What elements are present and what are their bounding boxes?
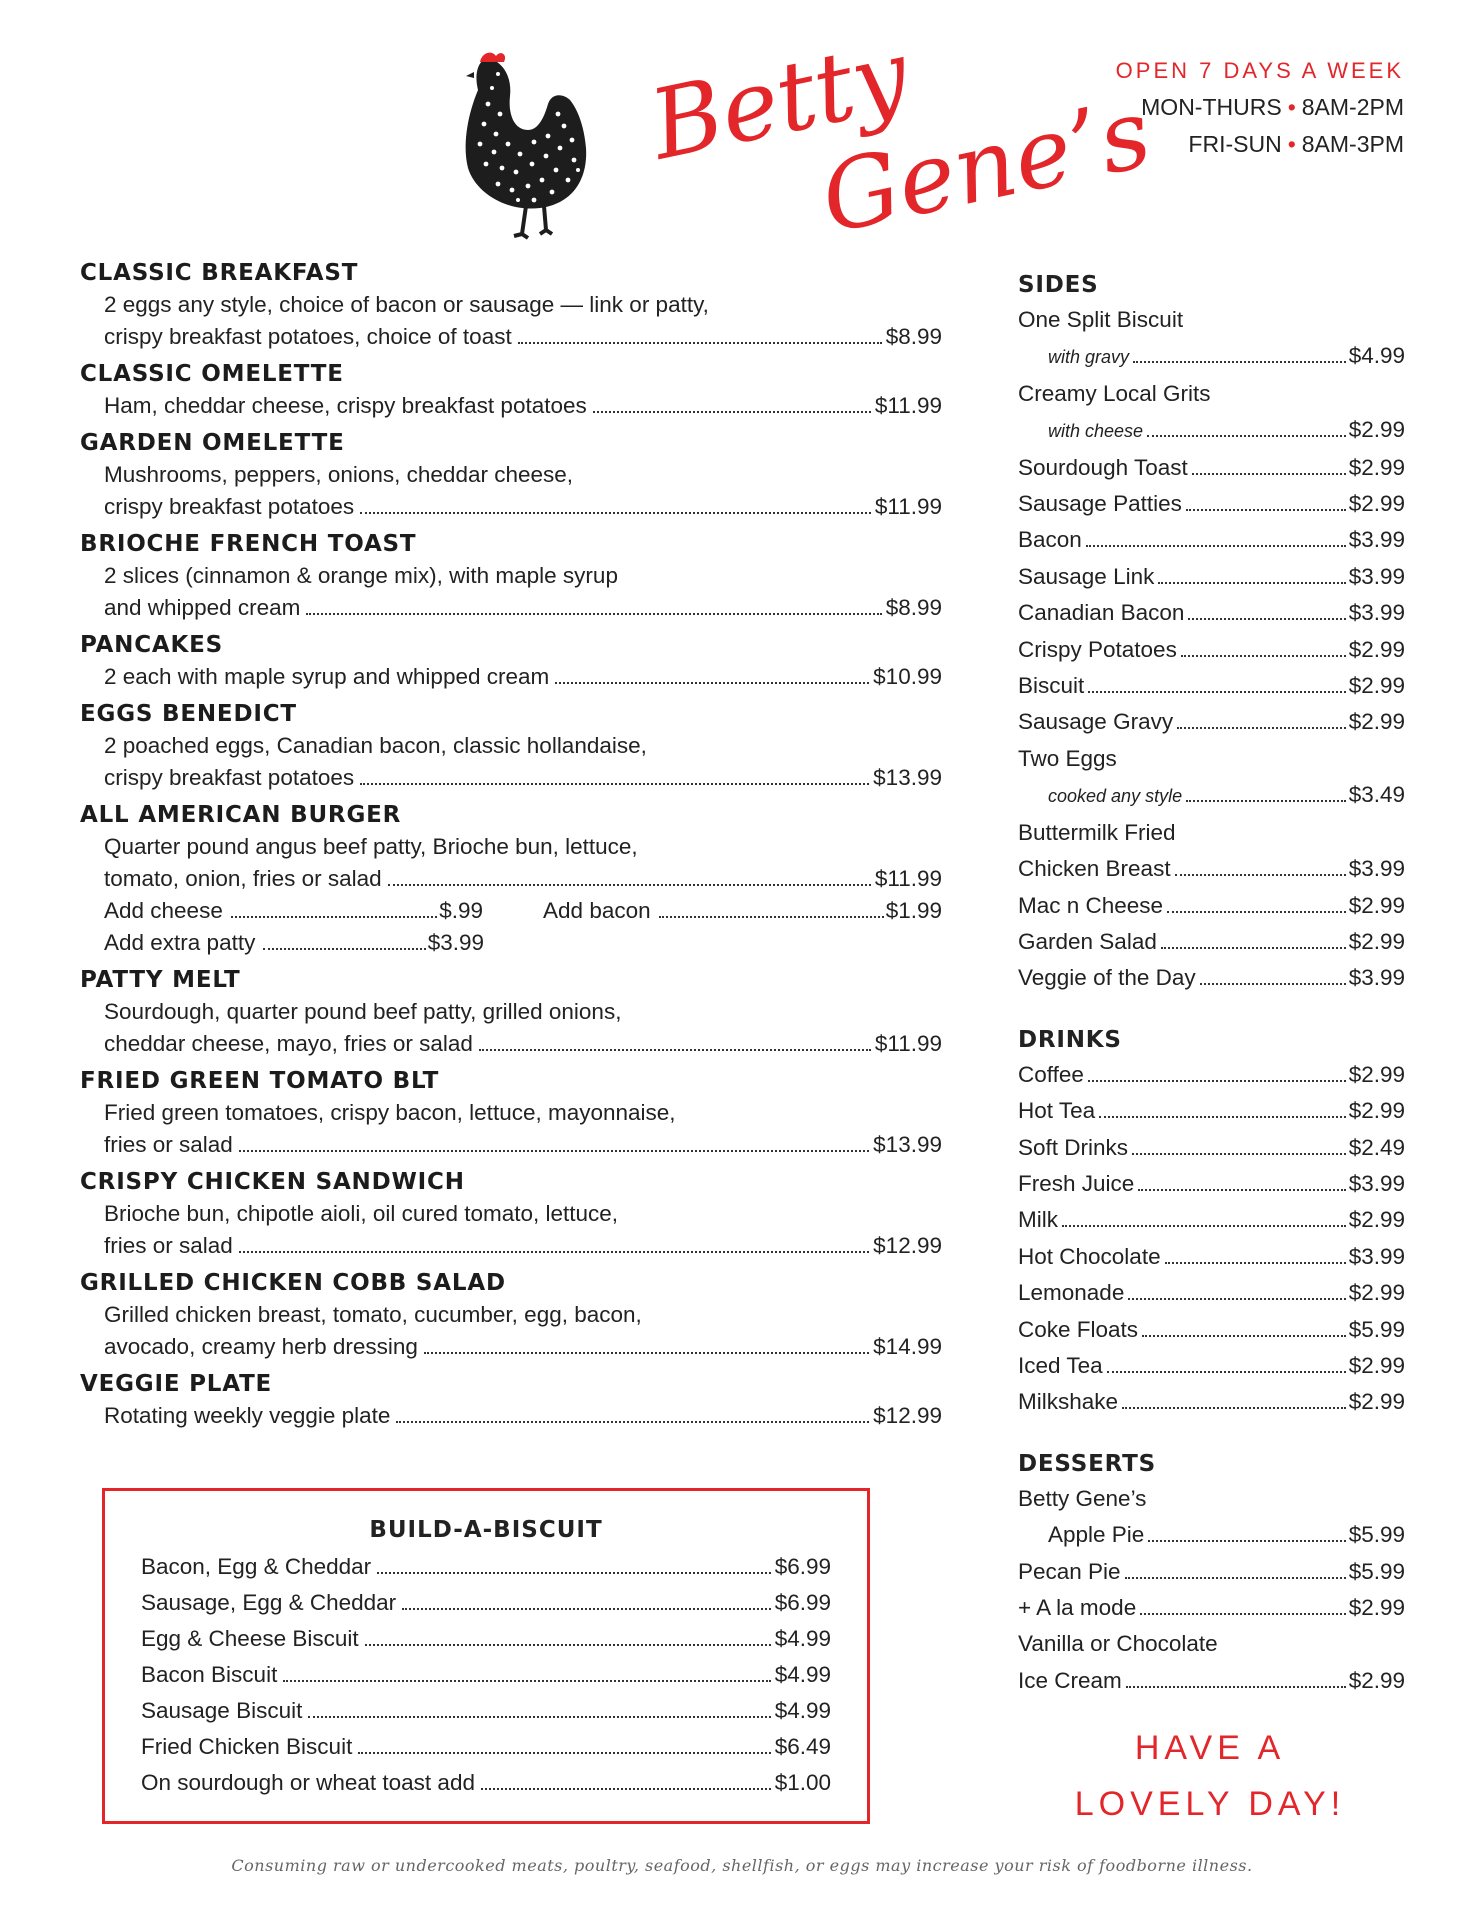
dot-leader: [1188, 618, 1345, 620]
drink-label: Hot Tea: [1018, 1098, 1096, 1124]
side-price: $2.99: [1348, 928, 1405, 954]
price-row: [80, 321, 942, 353]
price-row: [80, 1129, 942, 1161]
side-label: Chicken Breast: [1018, 856, 1171, 882]
addon-price: $3.99: [427, 930, 484, 955]
biscuit-price: $4.99: [774, 1626, 831, 1651]
side-row: [1018, 888, 1405, 924]
item-price: $13.99: [873, 1132, 942, 1157]
side-item: Buttermilk Fried: [1018, 819, 1176, 845]
dot-leader: [1177, 727, 1346, 729]
dessert-label: + A la mode: [1018, 1595, 1137, 1620]
brand-logo-gene: Gene’s: [811, 76, 1160, 256]
drink-row: [1018, 1312, 1405, 1348]
menu-item: [80, 1268, 942, 1363]
item-desc: Mushrooms, peppers, onions, cheddar cheese,: [104, 462, 574, 487]
dot-leader: [1167, 911, 1346, 913]
item-desc: and whipped cream: [104, 595, 301, 620]
item-name: PANCAKES: [80, 632, 223, 658]
biscuit-row: [105, 1729, 867, 1765]
dot-leader: [1181, 655, 1346, 657]
drink-row: [1018, 1093, 1405, 1129]
addon-price: $1.99: [885, 898, 942, 923]
open-days: OPEN 7 DAYS A WEEK: [1115, 58, 1404, 83]
biscuit-row: [105, 1693, 867, 1729]
drink-price: $2.99: [1348, 1098, 1405, 1124]
dot-leader: [1122, 1407, 1346, 1409]
side-row: [1018, 450, 1405, 486]
dessert-row: [1018, 1590, 1405, 1626]
drink-row: [1018, 1202, 1405, 1238]
price-row: [80, 491, 942, 523]
side-price: $3.99: [1348, 965, 1405, 991]
dessert-price: $5.99: [1348, 1558, 1405, 1584]
item-desc: Ham, cheddar cheese, crispy breakfast potatoes: [104, 393, 587, 418]
dot-leader: [1158, 582, 1345, 584]
side-label: Sourdough Toast: [1018, 454, 1188, 480]
dessert-price: $2.99: [1348, 1667, 1405, 1693]
item-desc: Fried green tomatoes, crispy bacon, lettuce, mayonnaise,: [104, 1100, 676, 1125]
sides-heading: SIDES: [1018, 272, 1099, 298]
price-row: [80, 661, 942, 693]
closing-line: LOVELY DAY!: [1074, 1785, 1346, 1823]
side-item: Two Eggs: [1018, 745, 1117, 771]
item-price: $14.99: [873, 1334, 942, 1359]
separator-dot: •: [1287, 131, 1296, 157]
dot-leader: [306, 613, 881, 615]
dot-leader: [308, 1716, 770, 1718]
menu-item: [80, 1066, 942, 1161]
item-price: $11.99: [874, 1031, 942, 1056]
dot-leader: [1125, 1577, 1346, 1579]
dot-leader: [1161, 947, 1346, 949]
addon-label: Add bacon: [543, 898, 651, 923]
dot-leader: [518, 342, 882, 344]
biscuit-row: [105, 1621, 867, 1657]
dessert-row: [1018, 1554, 1405, 1590]
menu-item: [80, 1167, 942, 1262]
drink-price: $3.99: [1348, 1243, 1405, 1269]
dot-leader: [231, 916, 437, 918]
drink-row: [1018, 1384, 1405, 1420]
drink-price: $2.49: [1348, 1134, 1405, 1160]
menu-item: [80, 359, 942, 422]
dot-leader: [1099, 1116, 1346, 1118]
side-label: Sausage Patties: [1018, 491, 1182, 517]
drink-label: Fresh Juice: [1018, 1170, 1135, 1196]
weekday-time: 8AM-2PM: [1301, 94, 1404, 120]
dot-leader: [358, 1752, 770, 1754]
item-name: BRIOCHE FRENCH TOAST: [80, 531, 417, 557]
item-desc: avocado, creamy herb dressing: [104, 1334, 418, 1359]
addon-bacon: [543, 895, 942, 927]
drinks-heading: DRINKS: [1018, 1026, 1122, 1053]
item-name: CLASSIC BREAKFAST: [80, 260, 359, 286]
price-row: [80, 390, 942, 422]
hours-block: [1116, 52, 1404, 163]
item-price: $8.99: [885, 595, 942, 620]
item-desc: Rotating weekly veggie plate: [104, 1403, 391, 1428]
biscuit-row: [105, 1549, 867, 1585]
menu-item: [80, 529, 942, 624]
dot-leader: [424, 1352, 869, 1354]
item-price: $13.99: [873, 765, 942, 790]
dessert-price: $5.99: [1348, 1522, 1405, 1548]
item-desc: Grilled chicken breast, tomato, cucumber, egg, bacon,: [104, 1302, 642, 1327]
biscuit-row: [105, 1657, 867, 1693]
dot-leader: [1175, 874, 1346, 876]
side-label: Sausage Link: [1018, 563, 1155, 589]
drink-row: [1018, 1057, 1405, 1093]
dot-leader: [239, 1150, 869, 1152]
side-row: [1018, 412, 1405, 449]
side-row: [1018, 777, 1405, 814]
dot-leader: [283, 1680, 770, 1682]
hours-weekend: [1116, 126, 1404, 163]
drink-price: $2.99: [1348, 1207, 1405, 1233]
weekend-days: FRI-SUN: [1188, 131, 1282, 157]
item-desc: fries or salad: [104, 1233, 233, 1258]
biscuit-label: Sausage, Egg & Cheddar: [141, 1590, 397, 1615]
dot-leader: [1062, 1225, 1346, 1227]
main-menu: [80, 258, 942, 1438]
side-price: $2.99: [1348, 636, 1405, 662]
dessert-label: Ice Cream: [1018, 1667, 1122, 1693]
addon-label: Add extra patty: [104, 930, 256, 955]
item-desc: 2 eggs any style, choice of bacon or sausage — link or patty,: [104, 292, 709, 317]
addon-price: $.99: [439, 898, 484, 923]
side-item: One Split Biscuit: [1018, 307, 1184, 332]
dot-leader: [402, 1608, 771, 1610]
side-sub: with cheese: [1048, 421, 1144, 442]
dot-leader: [1186, 800, 1346, 802]
health-disclaimer: Consuming raw or undercooked meats, poultry, seafood, shellfish, or eggs may increase your risk of foodborne illness.: [231, 1856, 1253, 1875]
side-price: $4.99: [1348, 343, 1405, 369]
item-desc: crispy breakfast potatoes: [104, 494, 355, 519]
addon-patty: [104, 927, 484, 959]
side-label: Crispy Potatoes: [1018, 636, 1177, 662]
side-row: [1018, 960, 1405, 996]
item-name: GARDEN OMELETTE: [80, 430, 345, 456]
item-price: $12.99: [873, 1403, 942, 1428]
drink-row: [1018, 1275, 1405, 1311]
drink-row: [1018, 1239, 1405, 1275]
biscuit-label: Bacon, Egg & Cheddar: [141, 1554, 372, 1579]
drink-price: $2.99: [1348, 1389, 1405, 1415]
drink-label: Iced Tea: [1018, 1352, 1103, 1378]
dot-leader: [1132, 1153, 1346, 1155]
biscuit-row: [105, 1765, 867, 1801]
side-item: Creamy Local Grits: [1018, 380, 1211, 406]
dot-leader: [377, 1572, 771, 1574]
dot-leader: [1126, 1686, 1346, 1688]
biscuit-label: Bacon Biscuit: [141, 1662, 278, 1687]
item-name: CRISPY CHICKEN SANDWICH: [80, 1169, 465, 1195]
item-desc: 2 poached eggs, Canadian bacon, classic hollandaise,: [104, 733, 647, 758]
item-desc: 2 each with maple syrup and whipped cream: [104, 664, 550, 689]
hen-logo-icon: [448, 44, 598, 240]
biscuit-row: [105, 1585, 867, 1621]
side-price: $3.99: [1348, 856, 1405, 882]
side-label: Mac n Cheese: [1018, 892, 1164, 918]
dot-leader: [360, 783, 869, 785]
brand-logo-betty: Betty: [641, 18, 918, 182]
side-price: $3.99: [1348, 563, 1405, 589]
side-label: Sausage Gravy: [1018, 709, 1174, 735]
menu-item: [80, 1369, 942, 1432]
dot-leader: [1086, 545, 1346, 547]
drink-price: $2.99: [1348, 1280, 1405, 1306]
item-desc: crispy breakfast potatoes, choice of toast: [104, 324, 512, 349]
item-price: $11.99: [874, 494, 942, 519]
dot-leader: [1200, 983, 1346, 985]
dessert-item: Betty Gene’s: [1018, 1485, 1147, 1511]
biscuit-label: Sausage Biscuit: [141, 1698, 303, 1723]
price-row: [80, 1400, 942, 1432]
side-row: [1018, 851, 1405, 887]
item-name: EGGS BENEDICT: [80, 701, 297, 727]
item-name: GRILLED CHICKEN COBB SALAD: [80, 1270, 506, 1296]
drink-label: Coffee: [1018, 1061, 1084, 1087]
price-row: [80, 762, 942, 794]
item-desc: Sourdough, quarter pound beef patty, grilled onions,: [104, 999, 622, 1024]
item-price: $10.99: [873, 664, 942, 689]
side-sub: cooked any style: [1048, 786, 1183, 807]
side-price: $2.99: [1348, 892, 1405, 918]
side-label: Garden Salad: [1018, 928, 1157, 954]
drink-price: $3.99: [1348, 1170, 1405, 1196]
dot-leader: [1148, 1540, 1345, 1542]
addon-cheese: [104, 895, 483, 927]
dot-leader: [659, 916, 884, 918]
dot-leader: [1088, 691, 1345, 693]
price-row: [80, 1331, 942, 1363]
biscuit-price: $4.99: [774, 1698, 831, 1723]
biscuit-price: $6.99: [774, 1554, 831, 1579]
addon-row: [80, 895, 942, 927]
dot-leader: [1186, 509, 1346, 511]
drink-label: Lemonade: [1018, 1280, 1125, 1306]
item-desc: 2 slices (cinnamon & orange mix), with maple syrup: [104, 563, 618, 588]
price-row: [80, 1028, 942, 1060]
closing-line: HAVE A: [1134, 1729, 1286, 1767]
side-price: $3.49: [1348, 782, 1405, 808]
item-desc: tomato, onion, fries or salad: [104, 866, 382, 891]
dot-leader: [481, 1788, 771, 1790]
dessert-row: [1018, 1517, 1405, 1553]
dot-leader: [1192, 473, 1346, 475]
drink-price: $5.99: [1348, 1316, 1405, 1342]
price-row: [80, 863, 942, 895]
item-name: ALL AMERICAN BURGER: [80, 802, 402, 828]
drink-row: [1018, 1166, 1405, 1202]
dot-leader: [239, 1251, 869, 1253]
biscuit-label: Fried Chicken Biscuit: [141, 1734, 353, 1759]
item-name: CLASSIC OMELETTE: [80, 361, 344, 387]
item-name: VEGGIE PLATE: [80, 1371, 273, 1397]
weekday-days: MON-THURS: [1141, 94, 1282, 120]
price-row: [80, 592, 942, 624]
weekend-time: 8AM-3PM: [1301, 131, 1404, 157]
side-price: $2.99: [1348, 417, 1405, 443]
dessert-label: Pecan Pie: [1018, 1558, 1121, 1584]
side-label: Veggie of the Day: [1018, 965, 1196, 991]
addon-row: [80, 927, 942, 959]
dot-leader: [1128, 1298, 1345, 1300]
dot-leader: [1142, 1335, 1346, 1337]
dot-leader: [1140, 1613, 1345, 1615]
desserts-heading: DESSERTS: [1018, 1450, 1156, 1477]
dot-leader: [593, 411, 871, 413]
dot-leader: [365, 1644, 771, 1646]
biscuit-title: BUILD-A-BISCUIT: [369, 1517, 603, 1543]
drink-row: [1018, 1348, 1405, 1384]
menu-item: [80, 428, 942, 523]
side-price: $3.99: [1348, 600, 1405, 626]
closing-message: [1010, 1720, 1410, 1832]
item-desc: Brioche bun, chipotle aioli, oil cured tomato, lettuce,: [104, 1201, 619, 1226]
side-price: $2.99: [1348, 454, 1405, 480]
item-price: $11.99: [874, 866, 942, 891]
drink-label: Milkshake: [1018, 1389, 1119, 1415]
item-desc: Quarter pound angus beef patty, Brioche bun, lettuce,: [104, 834, 638, 859]
side-row: [1018, 704, 1405, 740]
biscuit-label: On sourdough or wheat toast add: [141, 1770, 475, 1795]
biscuit-price: $6.49: [774, 1734, 831, 1759]
menu-item: [80, 699, 942, 794]
side-row: [1018, 338, 1405, 375]
item-price: $8.99: [885, 324, 942, 349]
item-price: $12.99: [873, 1233, 942, 1258]
price-row: [80, 1230, 942, 1262]
menu-item: [80, 258, 942, 353]
side-sub: with gravy: [1048, 347, 1130, 368]
dessert-label: Apple Pie: [1048, 1522, 1145, 1548]
biscuit-price: $4.99: [774, 1662, 831, 1687]
build-a-biscuit-box: [102, 1488, 870, 1824]
menu-item: [80, 965, 942, 1060]
item-desc: cheddar cheese, mayo, fries or salad: [104, 1031, 473, 1056]
addon-label: Add cheese: [104, 898, 223, 923]
side-price: $2.99: [1348, 673, 1405, 699]
side-price: $3.99: [1348, 527, 1405, 553]
drink-price: $2.99: [1348, 1061, 1405, 1087]
item-desc: crispy breakfast potatoes: [104, 765, 355, 790]
menu-item: [80, 800, 942, 959]
drink-label: Coke Floats: [1018, 1316, 1139, 1342]
item-name: PATTY MELT: [80, 967, 241, 993]
side-price: $2.99: [1348, 491, 1405, 517]
hours-weekday: [1116, 89, 1404, 126]
separator-dot: •: [1287, 94, 1296, 120]
dot-leader: [388, 884, 871, 886]
dot-leader: [263, 948, 425, 950]
side-menu: [1018, 268, 1405, 1699]
item-price: $11.99: [874, 393, 942, 418]
side-row: [1018, 924, 1405, 960]
dot-leader: [360, 512, 871, 514]
drink-label: Milk: [1018, 1207, 1058, 1233]
dot-leader: [396, 1421, 869, 1423]
dot-leader: [1088, 1080, 1346, 1082]
dot-leader: [555, 682, 869, 684]
dot-leader: [1138, 1189, 1345, 1191]
dot-leader: [479, 1049, 871, 1051]
drink-label: Hot Chocolate: [1018, 1243, 1161, 1269]
side-row: [1018, 632, 1405, 668]
dot-leader: [1107, 1371, 1346, 1373]
dessert-row: [1018, 1663, 1405, 1699]
biscuit-label: Egg & Cheese Biscuit: [141, 1626, 359, 1651]
dot-leader: [1147, 435, 1346, 437]
side-label: Canadian Bacon: [1018, 600, 1185, 626]
dessert-price: $2.99: [1348, 1595, 1405, 1620]
side-label: Bacon: [1018, 527, 1082, 553]
dot-leader: [1165, 1262, 1346, 1264]
drink-price: $2.99: [1348, 1352, 1405, 1378]
side-row: [1018, 668, 1405, 704]
side-row: [1018, 559, 1405, 595]
side-row: [1018, 486, 1405, 522]
side-price: $2.99: [1348, 709, 1405, 735]
menu-item: [80, 630, 942, 693]
drink-row: [1018, 1130, 1405, 1166]
side-row: [1018, 595, 1405, 631]
drink-label: Soft Drinks: [1018, 1134, 1129, 1160]
dot-leader: [1133, 361, 1346, 363]
biscuit-price: $6.99: [774, 1590, 831, 1615]
side-label: Biscuit: [1018, 673, 1085, 699]
side-row: [1018, 522, 1405, 558]
biscuit-price: $1.00: [774, 1770, 831, 1795]
item-name: FRIED GREEN TOMATO BLT: [80, 1068, 440, 1094]
dessert-item: Vanilla or Chocolate: [1018, 1631, 1218, 1657]
item-desc: fries or salad: [104, 1132, 233, 1157]
